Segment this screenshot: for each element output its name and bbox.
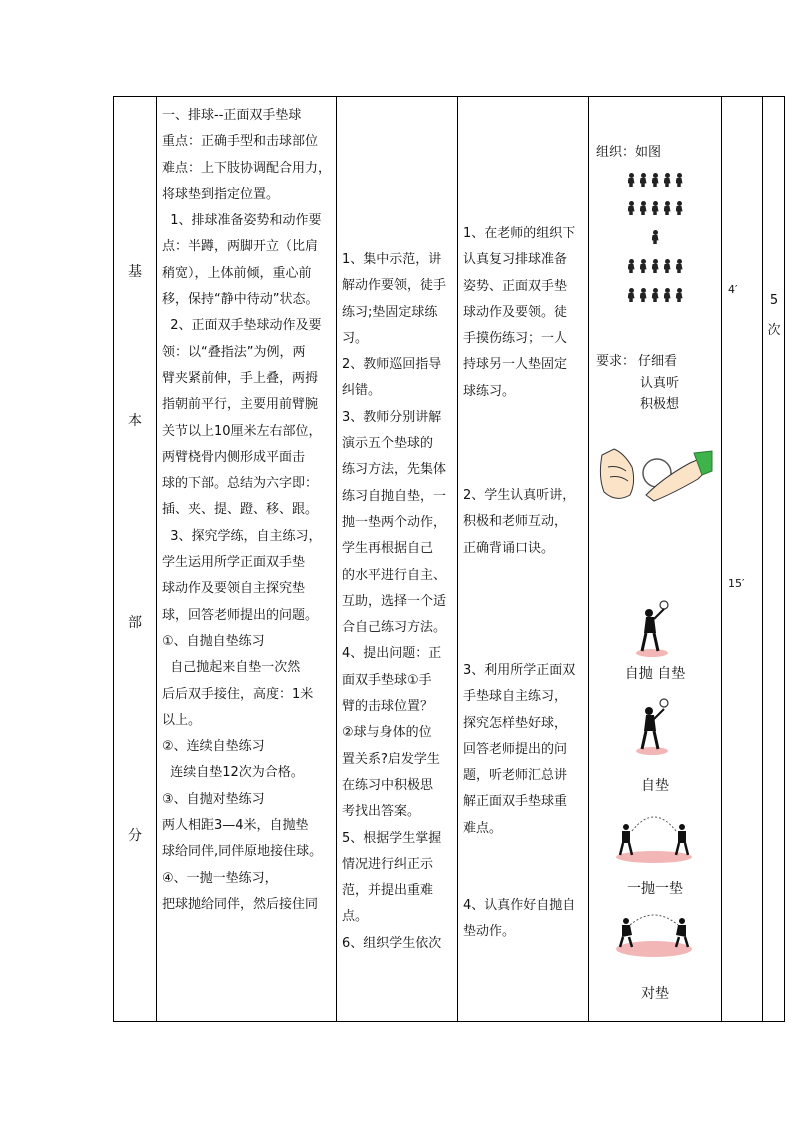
text-line: 4、认真作好自抛自 bbox=[463, 898, 576, 913]
student-icon bbox=[663, 201, 672, 215]
text-line: 练习;垫固定球练 bbox=[342, 304, 438, 320]
text-line: 解动作要领，徒手 bbox=[342, 278, 447, 294]
text-line: 1、在老师的组织下 bbox=[463, 226, 576, 241]
text-line: 范，并提出重难点。 bbox=[342, 883, 434, 925]
figure-caption: 对垫 bbox=[641, 986, 669, 1002]
student-activity-group-1 bbox=[458, 221, 579, 405]
text-line: 球，回答老师提出的问题。 bbox=[162, 607, 319, 623]
text-line: 两人相距3—4米，自抛垫 bbox=[162, 818, 309, 834]
student-icon bbox=[651, 201, 660, 215]
student-icon bbox=[639, 173, 648, 187]
teacher-activity-text bbox=[337, 97, 457, 957]
text-line: 合自己练习方法。 bbox=[342, 620, 447, 636]
organization-label: 组织：如图 bbox=[596, 145, 662, 160]
lesson-plan-table bbox=[113, 96, 785, 1022]
text-line: 探究怎样垫好球， bbox=[463, 715, 568, 731]
student-activity-group-3 bbox=[458, 658, 579, 842]
pair-bump-figure bbox=[614, 903, 694, 959]
text-line: 指朝前平行，主要用前臂腕 bbox=[162, 397, 319, 413]
text-line: 臂的击球位置？ bbox=[342, 699, 434, 715]
text-line: 一、排球--正面双手垫球 bbox=[162, 108, 302, 123]
student-icon bbox=[639, 201, 648, 215]
text-line: 领：以“叠指法”为例，两 bbox=[162, 344, 306, 360]
teacher-icon bbox=[651, 230, 660, 244]
requirement-item: 认真听 bbox=[640, 376, 680, 391]
student-icon bbox=[675, 173, 684, 187]
text-line: 自己抛起来自垫一次然 bbox=[162, 660, 301, 676]
text-line: 垫动作。 bbox=[463, 924, 516, 940]
student-icon bbox=[639, 259, 648, 273]
time-cell bbox=[722, 97, 762, 1021]
text-line: 姿势、正面双手垫 bbox=[463, 278, 568, 294]
text-line: 纠错。 bbox=[342, 383, 382, 399]
student-icon bbox=[651, 288, 660, 302]
student-icon bbox=[675, 259, 684, 273]
text-line: 重点：正确手型和击球部位 bbox=[162, 134, 319, 150]
text-line: 3、利用所学正面双 bbox=[463, 663, 576, 678]
toss-bump-figure bbox=[614, 809, 694, 865]
text-line: 回答老师提出的问 bbox=[463, 741, 568, 757]
count-cell bbox=[763, 97, 785, 1021]
text-line: 2、正面双手垫球动作及要 bbox=[162, 318, 322, 334]
text-line: 球练习。 bbox=[463, 383, 516, 399]
student-icon bbox=[663, 173, 672, 187]
text-line: 持球另一人垫固定 bbox=[463, 357, 568, 373]
requirement-label: 要求： bbox=[596, 354, 636, 369]
text-line: 4、提出问题：正 bbox=[342, 646, 442, 662]
text-line: 考找出答案。 bbox=[342, 804, 421, 820]
self-bump-figure bbox=[634, 697, 674, 757]
student-icon bbox=[627, 173, 636, 187]
content-text bbox=[157, 97, 336, 918]
figure-caption: 自垫 bbox=[641, 778, 669, 794]
student-icon bbox=[675, 288, 684, 302]
text-line: 插、夹、提、蹬、移、跟。 bbox=[162, 502, 319, 518]
content-cell bbox=[157, 97, 336, 1021]
text-line: 2、教师巡回指导 bbox=[342, 357, 442, 373]
text-line: 手摸伤练习；一人 bbox=[463, 331, 568, 347]
text-line: 解正面双手垫球重 bbox=[463, 794, 568, 810]
section-char: 分 bbox=[128, 828, 142, 844]
hand-position-illustration bbox=[594, 437, 714, 507]
text-line: 难点：上下肢协调配合用力， bbox=[162, 160, 332, 176]
formation-row bbox=[589, 201, 721, 215]
text-line: 两臂桡骨内侧形成平面击 bbox=[162, 449, 306, 465]
text-line: 在练习中积极思 bbox=[342, 777, 434, 793]
text-line: ②、连续自垫练习 bbox=[162, 739, 265, 755]
text-line: 题，听老师汇总讲 bbox=[463, 768, 568, 784]
student-icon bbox=[627, 288, 636, 302]
text-line: 稍宽），上体前倾，重心前 bbox=[162, 265, 312, 281]
text-line: 抛一垫两个动作， bbox=[342, 514, 447, 530]
formation-row bbox=[589, 173, 721, 187]
text-line: 臂夹紧前伸，手上叠，两拇 bbox=[162, 370, 319, 386]
text-line: ④、一抛一垫练习， bbox=[162, 870, 278, 886]
self-toss-figure bbox=[634, 599, 674, 659]
text-line: 情况进行纠正示 bbox=[342, 856, 434, 872]
text-line: 移，保持“静中待动”状态。 bbox=[162, 292, 319, 308]
text-line: 习。 bbox=[342, 330, 369, 346]
text-line: 点：半蹲，两脚开立（比肩 bbox=[162, 239, 319, 255]
time-value: 4′ bbox=[728, 283, 738, 296]
formation-row bbox=[589, 259, 721, 273]
text-line: 球给同伴,同伴原地接住球。 bbox=[162, 844, 323, 860]
text-line: 把球抛给同伴，然后接住同 bbox=[162, 896, 319, 912]
text-line: 学生运用所学正面双手垫 bbox=[162, 555, 306, 571]
text-line: 后后双手接住，高度：1米 bbox=[162, 686, 314, 702]
section-label-cell bbox=[114, 97, 156, 1021]
student-icon bbox=[627, 259, 636, 273]
text-line: 积极和老师互动， bbox=[463, 514, 568, 530]
text-line: 3、教师分别讲解 bbox=[342, 409, 442, 425]
teacher-activity-cell bbox=[337, 97, 457, 1021]
student-icon bbox=[639, 288, 648, 302]
student-icon bbox=[651, 259, 660, 273]
figure-caption: 自抛 自垫 bbox=[624, 666, 686, 682]
text-line: 正确背诵口诀。 bbox=[463, 540, 555, 556]
count-value: 5 bbox=[769, 293, 779, 308]
text-line: 将球垫到指定位置。 bbox=[162, 186, 280, 202]
text-line: 学生再根据自己 bbox=[342, 541, 434, 557]
text-line: 关节以上10厘米左右部位， bbox=[162, 423, 322, 439]
formation-teacher bbox=[589, 230, 721, 244]
student-activity-cell bbox=[458, 97, 588, 1021]
text-line: 练习自抛自垫，一 bbox=[342, 488, 447, 504]
time-value: 15′ bbox=[728, 577, 745, 590]
text-line: 1、集中示范，讲 bbox=[342, 252, 442, 267]
section-char: 本 bbox=[128, 413, 142, 429]
student-icon bbox=[663, 288, 672, 302]
text-line: 5、根据学生掌握 bbox=[342, 830, 442, 846]
text-line: 以上。 bbox=[162, 712, 202, 728]
section-char: 部 bbox=[128, 615, 142, 631]
text-line: 难点。 bbox=[463, 820, 503, 836]
text-line: 练习方法，先集体 bbox=[342, 462, 447, 478]
text-line: 3、探究学练，自主练习， bbox=[162, 528, 322, 544]
text-line: 演示五个垫球的 bbox=[342, 436, 434, 452]
text-line: 球动作及要领。徒 bbox=[463, 304, 568, 320]
text-line: 互助，选择一个适 bbox=[342, 593, 447, 609]
count-unit: 次 bbox=[767, 323, 781, 338]
student-icon bbox=[675, 201, 684, 215]
text-line: 连续自垫12次为合格。 bbox=[162, 765, 304, 781]
text-line: 球动作及要领自主探究垫 bbox=[162, 581, 306, 597]
text-line: 面双手垫球①手 bbox=[342, 672, 432, 688]
section-char: 基 bbox=[128, 264, 142, 280]
text-line: 2、学生认真听讲， bbox=[463, 488, 576, 503]
student-icon bbox=[663, 259, 672, 273]
text-line: 置关系?启发学生 bbox=[342, 751, 440, 767]
student-activity-group-2 bbox=[458, 483, 579, 562]
requirement-item: 积极想 bbox=[640, 397, 680, 412]
text-line: ③、自抛对垫练习 bbox=[162, 791, 265, 807]
student-activity-group-4 bbox=[458, 893, 579, 946]
student-icon bbox=[627, 201, 636, 215]
requirement-item: 仔细看 bbox=[638, 354, 678, 369]
text-line: 球的下部。总结为六字即： bbox=[162, 476, 319, 492]
text-line: 1、排球准备姿势和动作要 bbox=[162, 213, 322, 229]
organization-cell bbox=[589, 97, 721, 1021]
text-line: ①、自抛自垫练习 bbox=[162, 633, 265, 649]
figure-caption: 一抛一垫 bbox=[627, 881, 683, 897]
text-line: 手垫球自主练习， bbox=[463, 689, 568, 705]
text-line: 认真复习排球准备 bbox=[463, 252, 568, 268]
formation-row bbox=[589, 288, 721, 302]
text-line: ②球与身体的位 bbox=[342, 725, 432, 741]
text-line: 的水平进行自主、 bbox=[342, 567, 447, 583]
student-icon bbox=[651, 173, 660, 187]
text-line: 6、组织学生依次 bbox=[342, 935, 442, 951]
